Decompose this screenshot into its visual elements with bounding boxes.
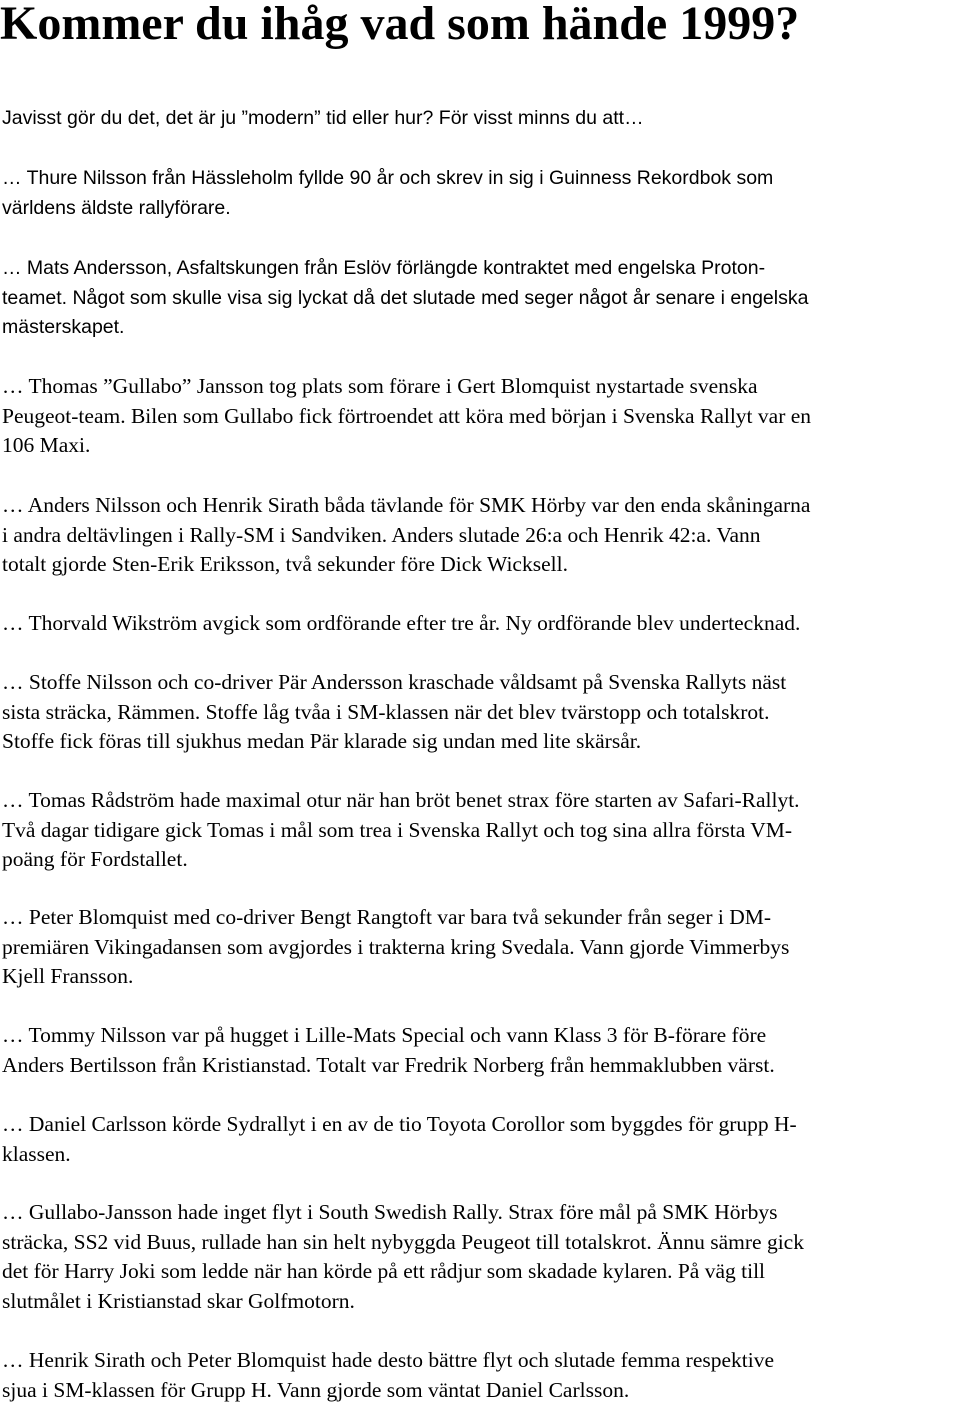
paragraph-line: det för Harry Joki som ledde när han körde på ett rådjur som skadade kylaren. På väg till — [2, 1259, 766, 1283]
paragraph-line: sista sträcka, Rämmen. Stoffe låg tvåa i SM-klassen när det blev tvärstopp och totalskrot. — [2, 699, 770, 724]
paragraph-line: … Tommy Nilsson var på hugget i Lille-Mats Special och vann Klass 3 för B-förare före — [2, 1023, 767, 1047]
page-title: Kommer du ihåg vad som hände 1999? — [0, 0, 800, 50]
paragraph-line: Två dagar tidigare gick Tomas i mål som trea i Svenska Rallyt och tog sina allra första VM- — [2, 817, 793, 842]
paragraph-line: sträcka, SS2 vid Buus, rullade han sin helt nybyggda Peugeot till totalskrot. Ännu sämre gick — [2, 1229, 804, 1254]
paragraph-line: … Thure Nilsson från Hässleholm fyllde 90 år och skrev in sig i Guinness Rekordbok som — [2, 167, 774, 189]
paragraph-gullabo-jansson — [2, 1198, 804, 1316]
paragraph-stoffe-nilsson — [2, 668, 786, 757]
paragraph-thomas-jansson — [2, 372, 811, 461]
paragraph-line: 106 Maxi. — [2, 433, 91, 457]
paragraph-line: … Henrik Sirath och Peter Blomquist hade desto bättre flyt och slutade femma respektive — [2, 1348, 775, 1372]
paragraph-line: … Daniel Carlsson körde Sydrallyt i en av de tio Toyota Corollor som byggdes för grupp H- — [2, 1112, 797, 1136]
paragraph-line: … Gullabo-Jansson hade inget flyt i South Swedish Rally. Strax före mål på SMK Hörbys — [2, 1200, 778, 1224]
paragraph-line: Kjell Fransson. — [2, 964, 134, 988]
paragraph-line: … Anders Nilsson och Henrik Sirath båda tävlande för SMK Hörby var den enda skåningarna — [2, 493, 811, 517]
paragraph-line: klassen. — [2, 1141, 71, 1166]
paragraph-line: … Thomas ”Gullabo” Jansson tog plats som förare i Gert Blomquist nystartade svenska — [2, 374, 758, 398]
paragraph-line: … Peter Blomquist med co-driver Bengt Rangtoft var bara två sekunder från seger i DM- — [2, 905, 772, 929]
paragraph-line: Javisst gör du det, det är ju ”modern” tid eller hur? För visst minns du att… — [2, 107, 644, 129]
paragraph-mats-andersson — [2, 254, 808, 343]
paragraph-line: mästerskapet. — [2, 316, 125, 338]
paragraph-line: … Mats Andersson, Asfaltskungen från Eslöv förlängde kontraktet med engelska Proton- — [2, 257, 766, 279]
paragraph-line: Anders Bertilsson från Kristianstad. Totalt var Fredrik Norberg från hemmaklubben värst. — [2, 1052, 775, 1077]
paragraph-line: slutmålet i Kristianstad skar Golfmotorn. — [2, 1288, 355, 1313]
paragraph-line: Peugeot-team. Bilen som Gullabo fick förtroendet att köra med början i Svenska Rallyt var en — [2, 403, 812, 428]
intro-paragraph — [2, 104, 644, 134]
paragraph-thorvald-wikstrom — [2, 609, 800, 639]
paragraph-line: Stoffe fick föras till sjukhus medan Pär klarade sig undan med lite skärsår. — [2, 729, 642, 753]
paragraph-thure-nilsson — [2, 164, 773, 223]
paragraph-line: premiären Vikingadansen som avgjordes i trakterna kring Svedala. Vann gjorde Vimmerbys — [2, 934, 790, 959]
paragraph-line: … Stoffe Nilsson och co-driver Pär Andersson kraschade våldsamt på Svenska Rallyts näst — [2, 670, 787, 694]
paragraph-line: sjua i SM-klassen för Grupp H. Vann gjorde som väntat Daniel Carlsson. — [2, 1377, 630, 1402]
paragraph-anders-nilsson — [2, 491, 810, 580]
paragraph-line: poäng för Fordstallet. — [2, 847, 188, 871]
paragraph-line: världens äldste rallyförare. — [2, 196, 231, 219]
paragraph-peter-blomquist — [2, 903, 789, 992]
paragraph-line: … Thorvald Wikström avgick som ordförande efter tre år. Ny ordförande blev undertecknad. — [2, 611, 801, 635]
paragraph-line: … Tomas Rådström hade maximal otur när han bröt benet strax före starten av Safari-Rallyt. — [2, 788, 800, 812]
paragraph-tomas-radstrom — [2, 786, 800, 875]
paragraph-line: teamet. Något som skulle visa sig lyckat då det slutade med seger något år senare i engelska — [2, 286, 809, 309]
paragraph-tommy-nilsson — [2, 1021, 775, 1080]
paragraph-daniel-carlsson — [2, 1110, 797, 1169]
paragraph-line: i andra deltävlingen i Rally-SM i Sandviken. Anders slutade 26:a och Henrik 42:a. Vann — [2, 522, 761, 547]
paragraph-line: totalt gjorde Sten-Erik Eriksson, två sekunder före Dick Wicksell. — [2, 552, 568, 576]
paragraph-henrik-sirath — [2, 1346, 774, 1405]
